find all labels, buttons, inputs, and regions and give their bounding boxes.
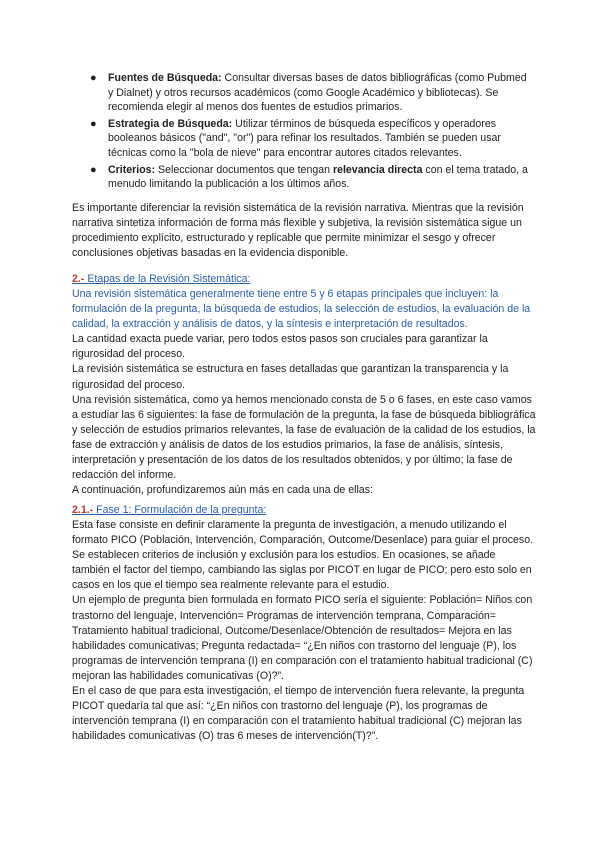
section-title: Fase 1: Formulación de la pregunta: (93, 504, 267, 516)
section-number: 2.- (72, 273, 85, 285)
list-item (88, 117, 528, 161)
paragraph: En el caso de que para esta investigación, el tiempo de intervención fuera relevante, la pregunta PICOT quedaría tal que así: “¿En niños con trastorno del lenguaje (P), los programas de intervención temprana (I) en comparación con el tratamiento habitual tradicional (C) mejoran las habilidades comunicativas (O) tras 6 meses de intervención(T)?”. (72, 685, 525, 743)
bullet-text: Utilizar términos de búsqueda específicos y operadores booleanos básicos ("and", "or") para refinar los resultados. También se pueden usar técnicas como la "bola de nieve" para encontrar autores citados relevantes. (108, 117, 501, 159)
bullet-icon: ● (90, 117, 97, 130)
bullet-text: Consultar diversas bases de datos bibliográficas (como Pubmed y Dialnet) y otros recursos académicos (como Google Académico y bibliotecas). Se recomienda elegir al menos dos fuentes de estudios primarios. (108, 72, 527, 114)
paragraph: La revisión sistemática se estructura en fases detalladas que garantizan la transparencia y la rigurosidad del proceso. (72, 363, 509, 391)
bullet-text: Seleccionar documentos que tengan (155, 163, 333, 176)
paragraph: Un ejemplo de pregunta bien formulada en formato PICO sería el siguiente: Población= Niños con trastorno del lenguaje, Intervención= Programas de intervención temprana, Comparación= Tratamiento habitual tradicional, Outcome/Desenlace/Obtención de resultados= Mejora en las habilidades comunicativas; Pregunta redactada= “¿En niños con trastorno del lenguaje (P), los programas de intervención temprana (I) en comparación con el tratamiento habitual tradicional (C) mejoran las habilidades comunicativas (O)?”. (72, 594, 533, 682)
paragraph: Esta fase consiste en definir claramente la pregunta de investigación, a menudo utilizando el formato PICO (Población, Intervención, Comparación, Outcome/Desenlace) para guiar el proceso. Se establecen criterios de inclusión y exclusión para los estudios. En ocasiones, se añade también el factor del tiempo, cambiando las siglas por PICOT en lugar de PICO; pero esto solo en casos en los que el tiempo sea realmente relevante para el estudio. (72, 519, 534, 592)
search-criteria-list (88, 71, 528, 194)
section-number: 2.1.- (72, 504, 94, 516)
paragraph: Una revisión sistemática, como ya hemos mencionado consta de 5 o 6 fases, en este caso vamos a estudiar las 6 siguientes: la fase de formulación de la pregunta, la fase de búsqueda bibliográfica y selección de estudios primarios relevantes, la fase de evaluación de la calidad de los estudios, la fase de extracción y análisis de datos de los estudios primarios, la fase de análisis, síntesis, interpretación y presentación de los datos de los resultados obtenidos, y por último; la fase de redacción del informe. (72, 393, 536, 482)
paragraph: La cantidad exacta puede variar, pero todos estos pasos son cruciales para garantizar la rigurosidad del proceso. (72, 333, 488, 361)
bullet-label: Criterios: (108, 163, 156, 176)
bullet-label: Estrategia de Búsqueda: (108, 117, 233, 130)
paragraph: A continuación, profundizaremos aún más en cada una de ellas: (72, 484, 373, 497)
section-title: Etapas de la Revisión Sistemática: (84, 273, 251, 285)
list-item (88, 163, 528, 192)
intro-paragraph: Es importante diferenciar la revisión sistemática de la revisión narrativa. Mientras que la revisión narrativa sintetiza información de forma más flexible y subjetiva, la revisión sistemática sigue un procedimiento explícito, estructurado y replicable que permite minimizar el sesgo y ofrecer conclusiones objetivas basadas en la evidencia disponible. (72, 202, 524, 260)
section-2-heading (72, 272, 536, 287)
list-item (88, 71, 528, 115)
section-2-1-heading (72, 503, 536, 518)
section-2-1-body (72, 518, 536, 744)
bullet-text: con el tema tratado, a menudo limitando la publicación a los últimos años. (108, 163, 528, 191)
section-2-body (72, 287, 536, 498)
bullet-icon: ● (90, 72, 97, 84)
bullet-emphasis: relevancia directa (332, 163, 423, 176)
highlight-paragraph: Una revisión sistemática generalmente tiene entre 5 y 6 etapas principales que incluyen: la formulación de la pregunta, la búsqueda de estudios, la selección de estudios, la evaluación de la calidad, la extracción y análisis de datos, y la síntesis e interpretación de resultados. (72, 288, 531, 331)
bullet-label: Fuentes de Búsqueda: (108, 72, 222, 84)
bullet-icon: ● (90, 163, 97, 176)
